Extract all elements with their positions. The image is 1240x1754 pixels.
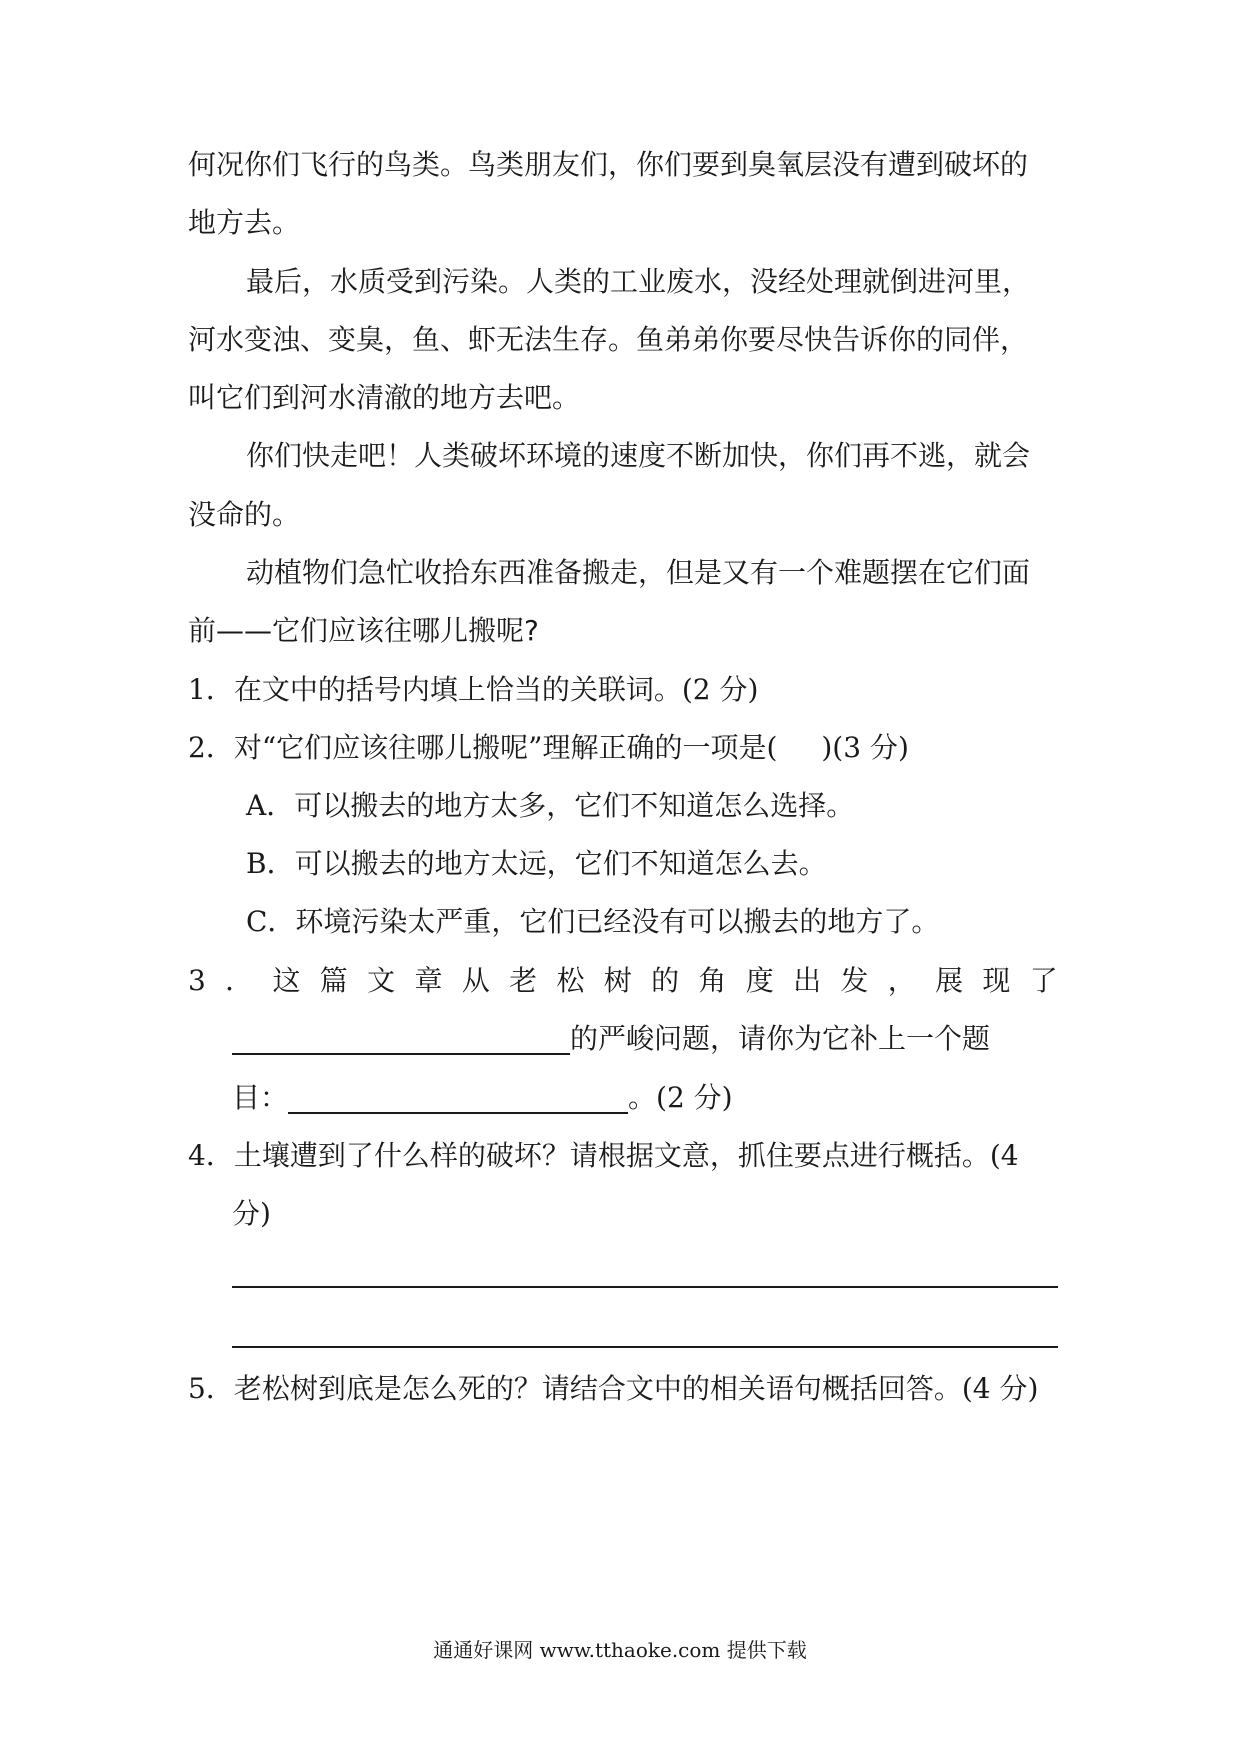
passage-line: 地方去。 [188, 206, 301, 239]
question-2 [188, 728, 909, 768]
question-3-char: 出 [793, 964, 822, 997]
question-3-line1 [188, 961, 1058, 1001]
question-5: 5．老松树到底是怎么死的？请结合文中的相关语句概括回答。(4 分) [188, 1372, 1039, 1405]
question-3-line2 [232, 1019, 990, 1059]
passage-line: 没命的。 [188, 498, 301, 531]
question-3-char: 发 [840, 964, 869, 997]
fill-blank-problem[interactable] [232, 1023, 570, 1055]
question-3-char: 树 [603, 964, 632, 997]
question-3-char: 文 [367, 964, 396, 997]
question-3-char: 老 [509, 964, 538, 997]
passage-line: 叫它们到河水清澈的地方去吧。 [188, 381, 581, 414]
option-a[interactable]: A．可以搬去的地方太多，它们不知道怎么选择。 [246, 789, 855, 822]
question-3-char: ． [225, 964, 254, 997]
question-4-line2: 分) [232, 1197, 271, 1230]
question-3-char: 角 [698, 964, 727, 997]
option-c[interactable]: C．环境污染太严重，它们已经没有可以搬去的地方了。 [246, 905, 940, 938]
answer-line[interactable] [232, 1346, 1058, 1348]
question-3-text: 的严峻问题，请你为它补上一个题 [570, 1022, 991, 1055]
passage-line: 动植物们急忙收拾东西准备搬走，但是又有一个难题摆在它们面 [246, 556, 1031, 589]
question-3-char: 的 [651, 964, 680, 997]
option-b[interactable]: B．可以搬去的地方太远，它们不知道怎么去。 [246, 847, 827, 880]
question-3-char: ， [887, 964, 916, 997]
passage-line: 你们快走吧！人类破坏环境的速度不断加快，你们再不逃，就会 [246, 439, 1031, 472]
question-2-score: )(3 分) [821, 731, 909, 764]
question-1: 1．在文中的括号内填上恰当的关联词。(2 分) [188, 673, 759, 706]
question-3-char: 这 [272, 964, 301, 997]
question-3-char: 了 [1029, 964, 1058, 997]
footer-watermark: 通通好课网 www.tthaoke.com 提供下载 [433, 1638, 807, 1662]
question-3-title-label: 目： [232, 1081, 289, 1114]
question-3-score: 。(2 分) [628, 1081, 733, 1114]
question-3-char: 松 [556, 964, 585, 997]
question-4-line1: 4．土壤遭到了什么样的破坏？请根据文意，抓住要点进行概括。(4 [188, 1139, 1019, 1172]
answer-line[interactable] [232, 1286, 1058, 1288]
passage-line: 最后，水质受到污染。人类的工业废水，没经处理就倒进河里， [246, 265, 1031, 298]
passage-line: 何况你们飞行的鸟类。鸟类朋友们，你们要到臭氧层没有遭到破坏的 [188, 148, 1029, 181]
question-3-char: 展 [935, 964, 964, 997]
question-3-char: 度 [745, 964, 774, 997]
question-2-text: 2．对“它们应该往哪儿搬呢”理解正确的一项是( [188, 731, 778, 764]
question-3-char: 章 [414, 964, 443, 997]
question-3-char: 现 [982, 964, 1011, 997]
question-3-char: 从 [461, 964, 490, 997]
question-3-char: 篇 [319, 964, 348, 997]
passage-line: 前——它们应该往哪儿搬呢? [188, 614, 539, 647]
fill-blank-title[interactable] [288, 1082, 628, 1114]
passage-line: 河水变浊、变臭，鱼、虾无法生存。鱼弟弟你要尽快告诉你的同伴， [188, 323, 1029, 356]
question-3-char: 3 [188, 964, 206, 997]
question-3-line3 [232, 1078, 733, 1118]
